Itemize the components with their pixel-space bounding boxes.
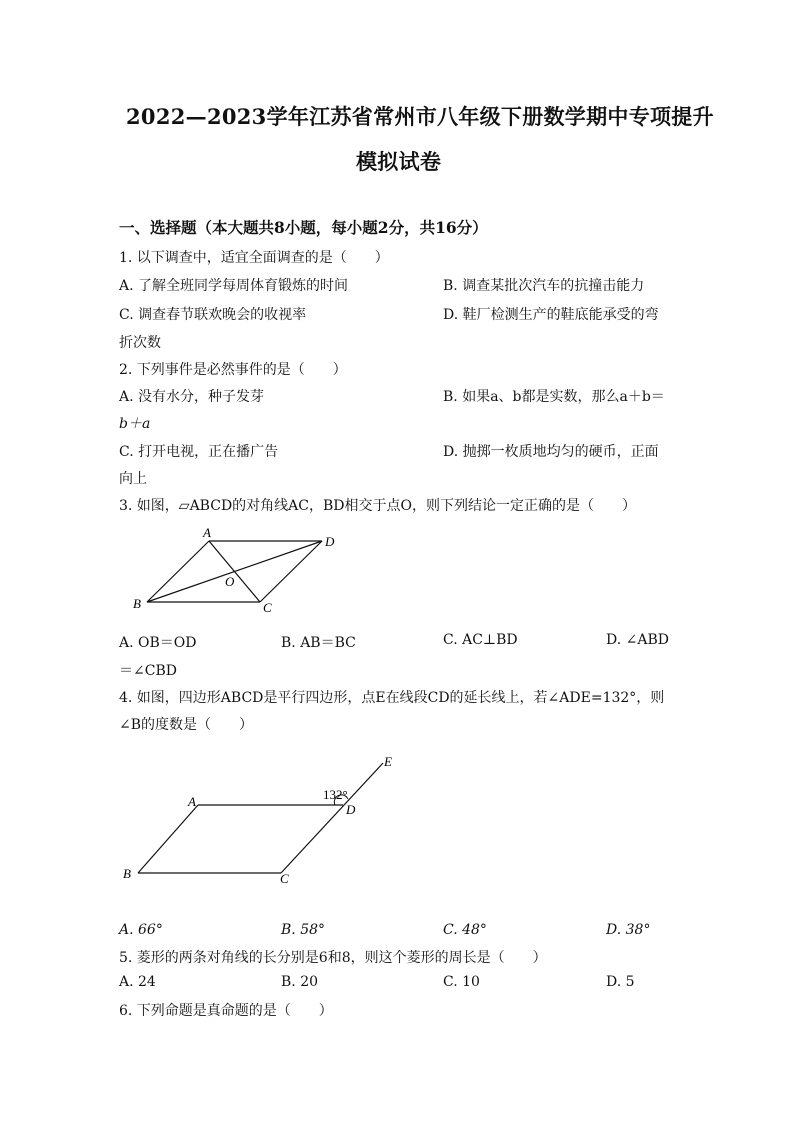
question-2-option-b-wrap: b＋a bbox=[119, 416, 151, 432]
segment-ce-extended bbox=[281, 763, 383, 873]
question-5-option-a: A. 24 bbox=[119, 974, 156, 990]
label-o: O bbox=[225, 574, 235, 589]
question-2-option-b: B. 如果a、b都是实数，那么a＋b＝ bbox=[443, 389, 665, 405]
question-1-stem: 1. 以下调查中，适宜全面调查的是（ ） bbox=[119, 250, 389, 266]
question-4-stem-line1: 4. 如图，四边形ABCD是平行四边形，点E在线段CD的延长线上，若∠ADE=132°，则 bbox=[119, 690, 665, 706]
question-3-option-b: B. AB＝BC bbox=[281, 635, 356, 651]
question-4-option-b: B. 58° bbox=[281, 922, 326, 938]
label-a: A bbox=[188, 794, 196, 809]
question-4-stem-line2: ∠B的度数是（ ） bbox=[119, 717, 254, 733]
label-b: B bbox=[123, 866, 131, 881]
label-d: D bbox=[346, 802, 356, 817]
question-3-option-d-wrap: ＝∠CBD bbox=[119, 663, 177, 679]
question-4-option-d: D. 38° bbox=[606, 922, 651, 938]
label-a: A bbox=[203, 525, 211, 540]
label-e: E bbox=[384, 754, 392, 769]
diagonal-bd bbox=[147, 541, 322, 602]
section-heading: 一、选择题（本大题共8小题，每小题2分，共16分） bbox=[119, 218, 488, 237]
angle-label: 132° bbox=[323, 787, 348, 802]
question-1-option-c: C. 调查春节联欢晚会的收视率 bbox=[119, 307, 307, 323]
segment-cd bbox=[260, 541, 322, 602]
question-4-option-a: A. 66° bbox=[119, 922, 163, 938]
question-6-stem: 6. 下列命题是真命题的是（ ） bbox=[119, 1003, 333, 1019]
question-3-stem: 3. 如图，▱ABCD的对角线AC，BD相交于点O，则下列结论一定正确的是（ ） bbox=[119, 498, 636, 514]
question-5-option-c: C. 10 bbox=[443, 974, 480, 990]
question-5-option-b: B. 20 bbox=[281, 974, 319, 990]
parallelogram-diagram-q4 bbox=[118, 748, 408, 888]
segment-ab bbox=[138, 805, 198, 873]
question-2-option-d: D. 抛掷一枚质地均匀的硬币，正面 bbox=[443, 444, 659, 460]
question-2-option-d-wrap: 向上 bbox=[119, 471, 147, 487]
label-c: C bbox=[263, 600, 272, 615]
question-5-stem: 5. 菱形的两条对角线的长分别是6和8，则这个菱形的周长是（ ） bbox=[119, 950, 547, 966]
question-2-option-a: A. 没有水分，种子发芽 bbox=[119, 389, 265, 405]
question-1-option-a: A. 了解全班同学每周体育锻炼的时间 bbox=[119, 278, 349, 294]
question-4-option-c: C. 48° bbox=[443, 922, 487, 938]
question-2-stem: 2. 下列事件是必然事件的是（ ） bbox=[119, 362, 347, 378]
question-3-option-c: C. AC⊥BD bbox=[443, 632, 518, 648]
question-1-option-d: D. 鞋厂检测生产的鞋底能承受的弯 bbox=[443, 307, 659, 323]
question-1-option-b: B. 调查某批次汽车的抗撞击能力 bbox=[443, 278, 645, 294]
label-b: B bbox=[133, 596, 141, 611]
question-3-option-a: A. OB＝OD bbox=[119, 635, 197, 651]
label-c: C bbox=[280, 871, 289, 886]
question-1-option-d-wrap: 折次数 bbox=[119, 335, 161, 351]
segment-ab bbox=[147, 541, 209, 602]
page-title: 2022—2023学年江苏省常州市八年级下册数学期中专项提升 bbox=[126, 104, 714, 129]
question-5-option-d: D. 5 bbox=[606, 974, 635, 990]
question-3-option-d: D. ∠ABD bbox=[606, 632, 669, 648]
label-d: D bbox=[325, 534, 335, 549]
page-title-line2: 模拟试卷 bbox=[356, 149, 442, 174]
parallelogram-diagram-q3 bbox=[125, 524, 345, 619]
question-2-option-c: C. 打开电视，正在播广告 bbox=[119, 444, 279, 460]
